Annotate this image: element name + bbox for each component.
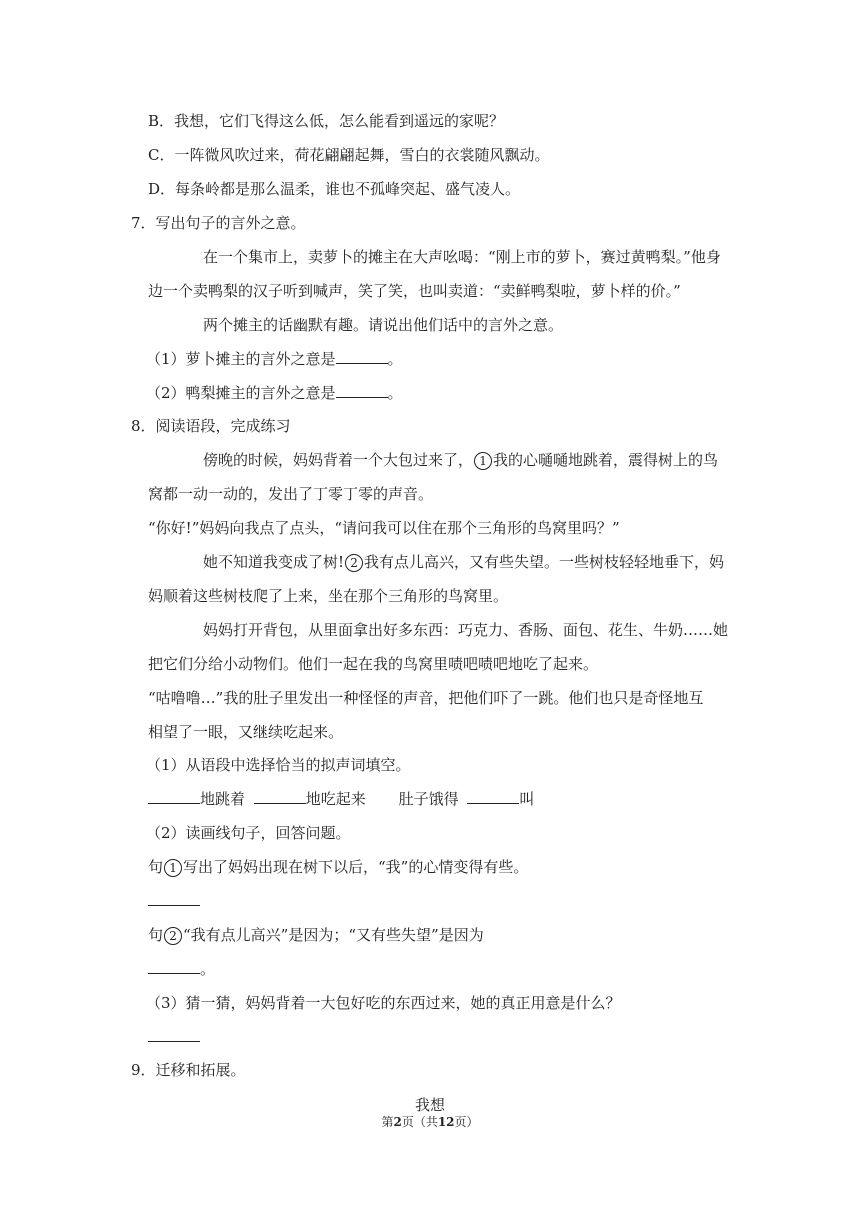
q6-option-d: D．每条岭都是那么温柔，谁也不孤峰突起、盛气凌人。 <box>148 180 521 198</box>
q8-paragraph-3a: 她不知道我变成了树! 2 我有点儿高兴，又有些失望。一些树枝轻轻地垂下，妈 <box>203 553 725 571</box>
q6-option-b: B．我想，它们飞得这么低，怎么能看到遥远的家呢？ <box>148 112 505 130</box>
answer-blank[interactable] <box>148 959 200 974</box>
q8-paragraph-2: “你好!”妈妈向我点了点头，“请问我可以住在那个三角形的鸟窝里吗？” <box>148 519 620 537</box>
q7-paragraph-2: 两个摊主的话幽默有趣。请说出他们话中的言外之意。 <box>203 316 564 334</box>
q8-paragraph-1b: 窝都一动一动的，发出了丁零丁零的声音。 <box>148 485 434 503</box>
q8-subquestion-2: （2）读画线句子，回答问题。 <box>146 824 351 842</box>
q8-answer-line-2: 。 <box>148 959 215 979</box>
q8-paragraph-1a: 傍晚的时候，妈妈背着一个大包过来了， 1 我的心嗵嗵地跳着，震得树上的鸟 <box>203 451 719 469</box>
q8-paragraph-4b: 把它们分给小动物们。他们一起在我的鸟窝里啧吧啧吧地吃了起来。 <box>148 655 599 673</box>
q8-question-sentence-1: 句 1 写出了妈妈出现在树下以后，“我”的心情变得有些。 <box>148 858 529 876</box>
q8-answer-line-3 <box>148 1027 200 1047</box>
q6-option-c: C．一阵微风吹过来，荷花翩翩起舞，雪白的衣裳随风飘动。 <box>148 146 550 164</box>
answer-blank[interactable] <box>254 789 306 804</box>
circled-number-2: 2 <box>164 927 182 945</box>
q7-title: 7．写出句子的言外之意。 <box>131 214 306 232</box>
page-footer: 第2页（共12页） <box>381 1115 479 1129</box>
circled-number-1: 1 <box>474 452 492 470</box>
q7-subquestion-1: （1）萝卜摊主的言外之意是 。 <box>146 350 403 368</box>
answer-blank[interactable] <box>148 789 200 804</box>
answer-blank[interactable] <box>336 383 388 398</box>
answer-blank[interactable] <box>336 349 388 364</box>
q7-subquestion-2: （2）鸭梨摊主的言外之意是 。 <box>146 384 403 402</box>
q8-title: 8．阅读语段，完成练习 <box>131 417 291 435</box>
circled-number-2: 2 <box>345 554 363 572</box>
q8-answer-line-1 <box>148 891 200 911</box>
q8-subquestion-1: （1）从语段中选择恰当的拟声词填空。 <box>146 756 411 774</box>
current-page-number: 2 <box>393 1115 402 1129</box>
q8-paragraph-5b: 相望了一眼，又继续吃起来。 <box>148 723 344 741</box>
q8-question-sentence-2: 句 2 “我有点儿高兴”是因为；“又有些失望”是因为 <box>148 926 484 944</box>
q7-paragraph-1b: 边一个卖鸭梨的汉子听到喊声，笑了笑，也叫卖道：“卖鲜鸭梨啦，萝卜样的价。” <box>148 282 681 300</box>
q9-title: 9．迁移和拓展。 <box>131 1061 246 1079</box>
q8-subquestion-3: （3）猜一猜，妈妈背着一大包好吃的东西过来，她的真正用意是什么？ <box>146 994 621 1012</box>
circled-number-1: 1 <box>164 859 182 877</box>
q8-fill-row: 地跳着 地吃起来 肚子饿得 叫 <box>148 789 534 809</box>
q8-paragraph-3b: 妈顺着这些树枝爬了上来，坐在那个三角形的鸟窝里。 <box>148 587 509 605</box>
q8-paragraph-5a: “咕噜噜…”我的肚子里发出一种怪怪的声音，把他们吓了一跳。他们也只是奇怪地互 <box>148 689 704 707</box>
q7-paragraph-1a: 在一个集市上，卖萝卜的摊主在大声吆喝：“刚上市的萝卜，赛过黄鸭梨。”他身 <box>203 248 721 266</box>
answer-blank[interactable] <box>467 789 519 804</box>
q9-essay-title: 我想 <box>414 1096 445 1114</box>
q8-paragraph-4a: 妈妈打开背包，从里面拿出好多东西：巧克力、香肠、面包、花生、牛奶……她 <box>203 621 729 639</box>
answer-blank[interactable] <box>148 891 200 906</box>
total-pages: 12 <box>437 1115 455 1129</box>
answer-blank[interactable] <box>148 1027 200 1042</box>
